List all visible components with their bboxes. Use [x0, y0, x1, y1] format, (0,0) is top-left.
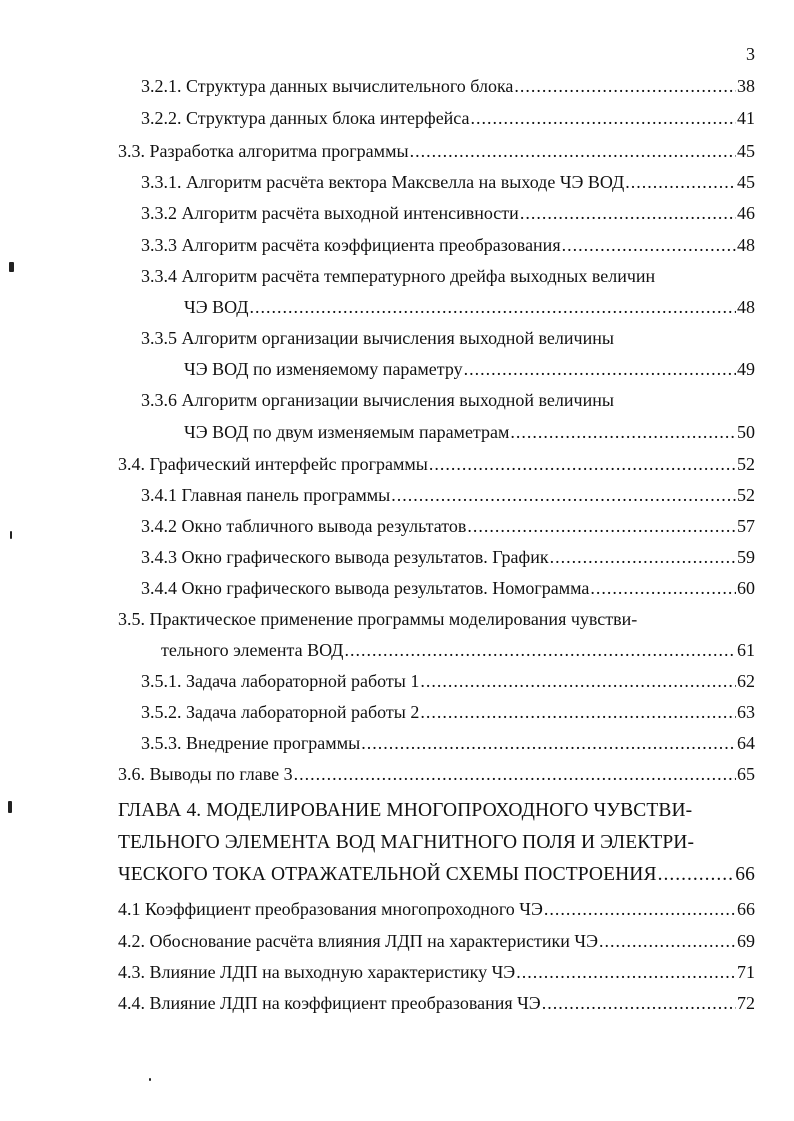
- toc-entry: [141, 170, 755, 194]
- toc-entry-title: 3.3.5 Алгоритм организации вычисления выходной величины: [141, 328, 614, 348]
- scan-mark: [9, 262, 14, 272]
- toc-entry-title: 3.4.2 Окно табличного вывода результатов: [141, 516, 467, 536]
- toc-entry-line-1: [118, 607, 755, 631]
- scan-mark: [149, 1078, 151, 1081]
- toc-entry-page: 65: [737, 764, 755, 784]
- toc-entry-page: 64: [737, 733, 755, 753]
- toc-entry-page: 41: [737, 108, 755, 128]
- toc-entry-line-2: [184, 295, 755, 319]
- dot-leader: [429, 452, 736, 476]
- toc-entry-page: 60: [737, 578, 755, 598]
- dot-leader: [510, 420, 736, 444]
- dot-leader: [625, 170, 736, 194]
- toc-entry-page: 52: [737, 454, 755, 474]
- toc-entry: [141, 106, 755, 130]
- toc-entry-title: 4.3. Влияние ЛДП на выходную характеристику ЧЭ: [118, 962, 516, 982]
- toc-entry: [118, 139, 755, 163]
- toc-entry-title: 3.5.1. Задача лабораторной работы 1: [141, 671, 420, 691]
- toc-entry-line-2: [184, 357, 755, 381]
- toc-entry: [141, 700, 755, 724]
- toc-entry-page: 66: [735, 864, 755, 885]
- dot-leader: [516, 960, 736, 984]
- toc-entry-page: 72: [737, 993, 755, 1013]
- toc-entry: [118, 897, 755, 921]
- toc-entry-page: 61: [737, 640, 755, 660]
- toc-entry-title: 3.3. Разработка алгоритма программы: [118, 141, 409, 161]
- toc-entry-title: 3.5.3. Внедрение программы: [141, 733, 361, 753]
- dot-leader: [391, 483, 736, 507]
- toc-entry-title: 3.4.4 Окно графического вывода результатов. Номограмма: [141, 578, 590, 598]
- toc-entry-title: 3.6. Выводы по главе 3: [118, 764, 293, 784]
- chapter-title: ЧЕСКОГО ТОКА ОТРАЖАТЕЛЬНОЙ СХЕМЫ ПОСТРОЕНИЯ: [118, 864, 657, 885]
- toc-entry-line-1: [141, 264, 755, 288]
- toc-entry: [118, 960, 755, 984]
- dot-leader: [344, 638, 736, 662]
- toc-entry-page: 50: [737, 422, 755, 442]
- toc-entry-title: 3.3.2 Алгоритм расчёта выходной интенсивности: [141, 203, 519, 223]
- toc-entry-page: 62: [737, 671, 755, 691]
- toc-entry-title: 3.3.3 Алгоритм расчёта коэффициента преобразования: [141, 235, 561, 255]
- toc-entry-title: 3.5. Практическое применение программы моделирования чувстви-: [118, 609, 638, 629]
- dot-leader: [542, 991, 736, 1015]
- toc-entry: [141, 74, 755, 98]
- dot-leader: [471, 106, 736, 130]
- dot-leader: [590, 576, 736, 600]
- dot-leader: [464, 357, 736, 381]
- dot-leader: [544, 897, 736, 921]
- dot-leader: [520, 201, 736, 225]
- toc-entry-page: 38: [737, 76, 755, 96]
- toc-entry-page: 63: [737, 702, 755, 722]
- toc-entry-page: 69: [737, 931, 755, 951]
- scan-mark: [10, 531, 12, 539]
- page-number: 3: [746, 44, 755, 64]
- dot-leader: [658, 863, 735, 887]
- chapter-heading-line-3: [118, 863, 755, 887]
- toc-entry-line-1: [141, 326, 755, 350]
- chapter-heading-line-2: [118, 831, 755, 855]
- toc-entry-page: 59: [737, 547, 755, 567]
- toc-entry-line-1: [141, 388, 755, 412]
- toc-entry-title: 3.4. Графический интерфейс программы: [118, 454, 428, 474]
- toc-entry-title: 3.2.2. Структура данных блока интерфейса: [141, 108, 470, 128]
- dot-leader: [294, 762, 736, 786]
- toc-entry-page: 45: [737, 141, 755, 161]
- toc-entry-page: 45: [737, 172, 755, 192]
- toc-entry: [118, 452, 755, 476]
- toc-entry-page: 48: [737, 297, 755, 317]
- dot-leader: [361, 731, 736, 755]
- dot-leader: [514, 74, 736, 98]
- toc-entry: [118, 929, 755, 953]
- toc-entry-title: тельного элемента ВОД: [161, 640, 344, 660]
- dot-leader: [410, 139, 736, 163]
- dot-leader: [562, 233, 736, 257]
- toc-entry: [141, 545, 755, 569]
- toc-entry: [141, 576, 755, 600]
- toc-entry: [141, 514, 755, 538]
- toc-entry-title: ЧЭ ВОД по изменяемому параметру: [184, 359, 463, 379]
- toc-entry-title: 3.3.1. Алгоритм расчёта вектора Максвелла на выходе ЧЭ ВОД: [141, 172, 625, 192]
- scan-mark: [8, 801, 12, 813]
- chapter-heading-line-1: [118, 799, 755, 823]
- toc-entry-page: 48: [737, 235, 755, 255]
- toc-entry-line-2: [184, 420, 755, 444]
- toc-entry-page: 71: [737, 962, 755, 982]
- toc-entry-page: 52: [737, 485, 755, 505]
- toc-entry-page: 49: [737, 359, 755, 379]
- toc-entry: [118, 991, 755, 1015]
- toc-entry-title: 4.2. Обоснование расчёта влияния ЛДП на характеристики ЧЭ: [118, 931, 598, 951]
- toc-entry-page: 66: [737, 899, 755, 919]
- toc-entry-title: 3.5.2. Задача лабораторной работы 2: [141, 702, 420, 722]
- chapter-title: ГЛАВА 4. МОДЕЛИРОВАНИЕ МНОГОПРОХОДНОГО ЧУВСТВИ-: [118, 800, 693, 821]
- dot-leader: [420, 700, 736, 724]
- dot-leader: [467, 514, 736, 538]
- toc-entry-title: 3.3.4 Алгоритм расчёта температурного дрейфа выходных величин: [141, 266, 656, 286]
- toc-entry-title: 4.1 Коэффициент преобразования многопроходного ЧЭ: [118, 899, 543, 919]
- chapter-title: ТЕЛЬНОГО ЭЛЕМЕНТА ВОД МАГНИТНОГО ПОЛЯ И ЭЛЕКТРИ-: [118, 832, 695, 853]
- toc-entry-title: 3.4.1 Главная панель программы: [141, 485, 391, 505]
- toc-entry: [141, 731, 755, 755]
- toc-entry: [141, 201, 755, 225]
- toc-entry: [141, 233, 755, 257]
- toc-entry-title: 3.3.6 Алгоритм организации вычисления выходной величины: [141, 390, 614, 410]
- toc-entry-page: 57: [737, 516, 755, 536]
- toc-entry-title: ЧЭ ВОД: [184, 297, 249, 317]
- toc-entry-title: ЧЭ ВОД по двум изменяемым параметрам: [184, 422, 510, 442]
- dot-leader: [420, 669, 736, 693]
- toc-entry-page: 46: [737, 203, 755, 223]
- dot-leader: [550, 545, 736, 569]
- toc-entry: [141, 669, 755, 693]
- toc-entry-title: 3.4.3 Окно графического вывода результатов. График: [141, 547, 549, 567]
- dot-leader: [249, 295, 736, 319]
- toc-entry: [141, 483, 755, 507]
- toc-entry-title: 3.2.1. Структура данных вычислительного блока: [141, 76, 514, 96]
- dot-leader: [599, 929, 736, 953]
- toc-entry-title: 4.4. Влияние ЛДП на коэффициент преобразования ЧЭ: [118, 993, 541, 1013]
- toc-entry: [118, 762, 755, 786]
- toc-entry-line-2: [161, 638, 755, 662]
